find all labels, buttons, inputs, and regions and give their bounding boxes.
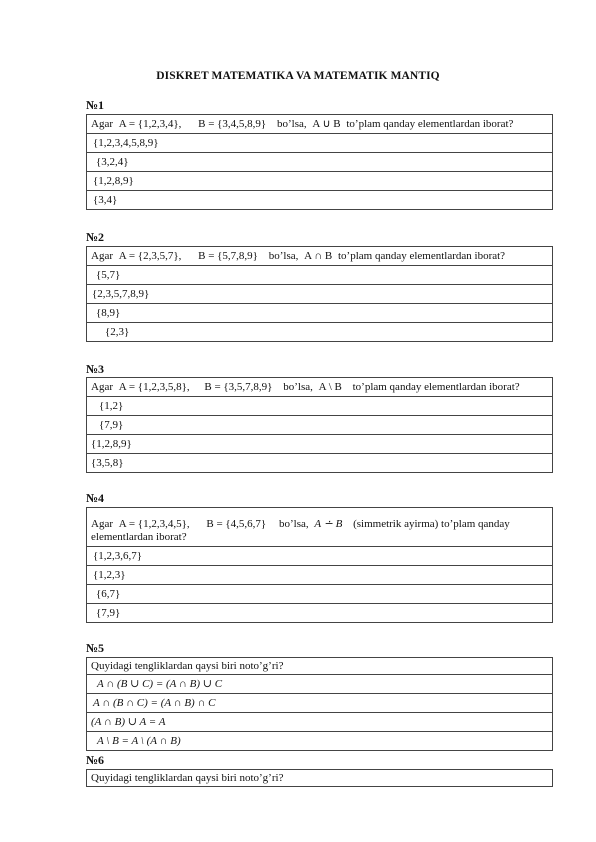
question-number: №1 [86, 98, 105, 112]
answer-option[interactable]: {1,2,3} [93, 568, 126, 581]
answer-option[interactable]: A ∩ (B ∪ C) = (A ∩ B) ∪ C [97, 677, 223, 690]
answer-option-row[interactable] [87, 397, 553, 416]
answer-option-row[interactable] [87, 732, 553, 751]
question-stem-row [87, 378, 553, 397]
answer-option[interactable]: {1,2,3,4,5,8,9} [93, 136, 159, 149]
set-a: A = {1,2,3,4,5}, [118, 518, 190, 530]
page-title: DISKRET MATEMATIKA VA MATEMATIK MANTIQ [156, 70, 440, 82]
answer-option-row[interactable] [87, 323, 553, 342]
question-stem [87, 115, 553, 134]
question-stem-row [87, 508, 553, 547]
set-a: A = {1,2,3,5,8}, [118, 381, 190, 393]
answer-option[interactable]: {1,2,3,6,7} [93, 549, 143, 562]
answer-option-row[interactable] [87, 694, 553, 713]
stem-text: (simmetrik ayirma) to’plam qanday [353, 518, 510, 530]
answer-option[interactable]: {6,7} [96, 587, 121, 600]
stem-text: bo’lsa, [268, 250, 299, 262]
stem-text: to’plam qanday elementlardan iborat? [337, 250, 506, 262]
answer-option[interactable]: {3,4} [93, 193, 118, 206]
answer-option-row[interactable] [87, 435, 553, 454]
question-table [86, 657, 553, 751]
answer-option-row[interactable] [87, 191, 553, 210]
answer-option-row[interactable] [87, 172, 553, 191]
answer-option-row[interactable] [87, 304, 553, 323]
stem-text: Agar [91, 250, 113, 262]
answer-option[interactable]: {1,2,8,9} [93, 174, 134, 187]
answer-option-row[interactable] [87, 153, 553, 172]
question-table [86, 246, 553, 342]
answer-option[interactable]: {5,7} [96, 268, 121, 281]
set-operation: A ∩ B [304, 250, 333, 262]
set-b: B = {4,5,6,7} [206, 518, 267, 530]
set-operation: A \ B [318, 381, 342, 393]
stem-text: bo’lsa, [283, 381, 313, 393]
answer-option[interactable]: A \ B = A \ (A ∩ B) [97, 734, 181, 747]
question-stem [87, 247, 553, 266]
question-stem-row [87, 247, 553, 266]
stem-text: Agar [91, 518, 113, 530]
answer-option-row[interactable] [87, 713, 553, 732]
question-stem-row [87, 770, 553, 787]
answer-option[interactable]: {7,9} [99, 418, 124, 431]
stem-text: bo’lsa, [276, 118, 307, 130]
answer-option-row[interactable] [87, 416, 553, 435]
answer-option-row[interactable] [87, 285, 553, 304]
answer-option-row[interactable] [87, 604, 553, 623]
answer-option-row[interactable] [87, 585, 553, 604]
stem-text: elementlardan iborat? [91, 531, 187, 543]
stem-text: to’plam qanday elementlardan iborat? [346, 118, 514, 130]
question-table [86, 377, 553, 473]
answer-option-row[interactable] [87, 454, 553, 473]
answer-option-row[interactable] [87, 266, 553, 285]
answer-option-row[interactable] [87, 566, 553, 585]
answer-option[interactable]: {2,3} [105, 325, 130, 338]
answer-option[interactable]: (A ∩ B) ∪ A = A [91, 715, 166, 728]
question-stem [87, 658, 553, 675]
stem-text: Agar [91, 118, 113, 130]
set-operation: A ∪ B [312, 118, 341, 130]
stem-text: to’plam qanday elementlardan iborat? [352, 381, 520, 393]
question-table [86, 769, 553, 787]
question-stem [87, 508, 553, 547]
set-b: B = {3,5,7,8,9} [204, 381, 273, 393]
answer-option[interactable]: A ∩ (B ∩ C) = (A ∩ B) ∩ C [93, 696, 216, 709]
question-table [86, 507, 553, 623]
question-number: №3 [86, 362, 105, 376]
set-a: A = {2,3,5,7}, [118, 250, 182, 262]
question-number: №4 [86, 491, 105, 505]
question-number: №5 [86, 641, 105, 655]
stem-text: Agar [91, 381, 113, 393]
answer-option[interactable]: {1,2} [99, 399, 124, 412]
answer-option-row[interactable] [87, 547, 553, 566]
answer-option[interactable]: {1,2,8,9} [91, 437, 132, 450]
stem-text: bo’lsa, [278, 518, 309, 530]
question-number: №2 [86, 230, 105, 244]
question-stem [87, 770, 553, 787]
question-table [86, 114, 553, 210]
set-operation: A ∸ B [314, 518, 343, 530]
question-stem-row [87, 115, 553, 134]
set-b: B = {5,7,8,9} [198, 250, 258, 262]
question-stem [87, 378, 553, 397]
answer-option[interactable]: {8,9} [96, 306, 121, 319]
answer-option[interactable]: {7,9} [96, 606, 121, 619]
answer-option[interactable]: {3,5,8} [91, 456, 124, 469]
answer-option[interactable]: {3,2,4} [96, 155, 129, 168]
question-stem-row [87, 658, 553, 675]
answer-option-row[interactable] [87, 134, 553, 153]
set-b: B = {3,4,5,8,9} [198, 118, 267, 130]
answer-option-row[interactable] [87, 675, 553, 694]
answer-option[interactable]: {2,3,5,7,8,9} [92, 287, 150, 300]
question-number: №6 [86, 753, 105, 767]
stem-text: Quyidagi tengliklardan qaysi biri noto’g’ri? [91, 772, 284, 784]
set-a: A = {1,2,3,4}, [118, 118, 182, 130]
stem-text: Quyidagi tengliklardan qaysi biri noto’g’ri? [91, 660, 284, 672]
